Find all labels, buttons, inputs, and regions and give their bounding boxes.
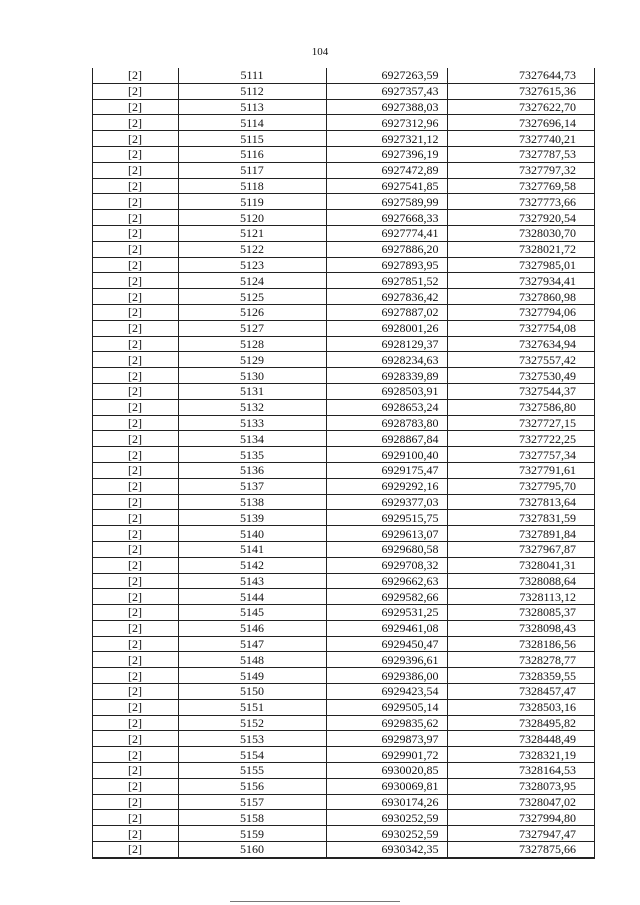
x-coordinate-cell: 6928867,84 [326,431,447,447]
x-coordinate-cell: 6927886,20 [326,241,447,257]
point-number-cell: 5133 [178,415,326,431]
y-coordinate-cell: 7328088,64 [447,573,594,589]
reference-cell: [2] [93,320,178,336]
y-coordinate-cell: 7327947,47 [447,826,594,842]
y-coordinate-cell: 7327696,14 [447,115,594,131]
table-row [93,83,594,99]
table-row [93,68,594,83]
y-coordinate-cell: 7327727,15 [447,415,594,431]
point-number-cell: 5141 [178,541,326,557]
table-row [93,447,594,463]
table-row [93,383,594,399]
x-coordinate-cell: 6927388,03 [326,99,447,115]
reference-cell: [2] [93,241,178,257]
x-coordinate-cell: 6929423,54 [326,684,447,700]
table-row [93,257,594,273]
y-coordinate-cell: 7327831,59 [447,510,594,526]
y-coordinate-cell: 7327615,36 [447,83,594,99]
coordinates-table-body [93,68,594,857]
y-coordinate-cell: 7328359,55 [447,668,594,684]
table-row [93,699,594,715]
table-row [93,842,594,858]
x-coordinate-cell: 6929175,47 [326,462,447,478]
reference-cell: [2] [93,194,178,210]
x-coordinate-cell: 6929396,61 [326,652,447,668]
y-coordinate-cell: 7327791,61 [447,462,594,478]
point-number-cell: 5112 [178,83,326,99]
table-row [93,320,594,336]
x-coordinate-cell: 6927893,95 [326,257,447,273]
y-coordinate-cell: 7328495,82 [447,715,594,731]
reference-cell: [2] [93,668,178,684]
reference-cell: [2] [93,336,178,352]
x-coordinate-cell: 6929292,16 [326,478,447,494]
reference-cell: [2] [93,794,178,810]
x-coordinate-cell: 6929708,32 [326,557,447,573]
x-coordinate-cell: 6928503,91 [326,383,447,399]
point-number-cell: 5137 [178,478,326,494]
reference-cell: [2] [93,68,178,83]
point-number-cell: 5135 [178,447,326,463]
y-coordinate-cell: 7327586,80 [447,399,594,415]
x-coordinate-cell: 6927851,52 [326,273,447,289]
coordinates-table [93,68,594,858]
point-number-cell: 5143 [178,573,326,589]
y-coordinate-cell: 7328186,56 [447,636,594,652]
y-coordinate-cell: 7327773,66 [447,194,594,210]
point-number-cell: 5138 [178,494,326,510]
y-coordinate-cell: 7327557,42 [447,352,594,368]
reference-cell: [2] [93,257,178,273]
reference-cell: [2] [93,83,178,99]
x-coordinate-cell: 6927774,41 [326,225,447,241]
point-number-cell: 5119 [178,194,326,210]
x-coordinate-cell: 6928001,26 [326,320,447,336]
y-coordinate-cell: 7327530,49 [447,368,594,384]
table-row [93,684,594,700]
reference-cell: [2] [93,146,178,162]
table-row [93,605,594,621]
point-number-cell: 5134 [178,431,326,447]
y-coordinate-cell: 7327797,32 [447,162,594,178]
x-coordinate-cell: 6927589,99 [326,194,447,210]
reference-cell: [2] [93,684,178,700]
reference-cell: [2] [93,763,178,779]
point-number-cell: 5117 [178,162,326,178]
point-number-cell: 5151 [178,699,326,715]
table-row [93,115,594,131]
reference-cell: [2] [93,810,178,826]
y-coordinate-cell: 7327794,06 [447,304,594,320]
point-number-cell: 5159 [178,826,326,842]
y-coordinate-cell: 7328113,12 [447,589,594,605]
point-number-cell: 5116 [178,146,326,162]
y-coordinate-cell: 7327634,94 [447,336,594,352]
x-coordinate-cell: 6930342,35 [326,842,447,858]
table-row [93,510,594,526]
point-number-cell: 5157 [178,794,326,810]
y-coordinate-cell: 7327795,70 [447,478,594,494]
table-row [93,636,594,652]
table-row [93,652,594,668]
point-number-cell: 5128 [178,336,326,352]
table-row [93,573,594,589]
table-row [93,99,594,115]
point-number-cell: 5153 [178,731,326,747]
table-row [93,368,594,384]
point-number-cell: 5155 [178,763,326,779]
point-number-cell: 5124 [178,273,326,289]
point-number-cell: 5154 [178,747,326,763]
reference-cell: [2] [93,826,178,842]
point-number-cell: 5156 [178,778,326,794]
point-number-cell: 5158 [178,810,326,826]
reference-cell: [2] [93,715,178,731]
x-coordinate-cell: 6929531,25 [326,605,447,621]
point-number-cell: 5111 [178,68,326,83]
y-coordinate-cell: 7328457,47 [447,684,594,700]
reference-cell: [2] [93,747,178,763]
x-coordinate-cell: 6930020,85 [326,763,447,779]
reference-cell: [2] [93,842,178,858]
x-coordinate-cell: 6928234,63 [326,352,447,368]
point-number-cell: 5147 [178,636,326,652]
x-coordinate-cell: 6927541,85 [326,178,447,194]
table-row [93,194,594,210]
point-number-cell: 5148 [178,652,326,668]
x-coordinate-cell: 6930252,59 [326,826,447,842]
point-number-cell: 5145 [178,605,326,621]
table-row [93,794,594,810]
y-coordinate-cell: 7327722,25 [447,431,594,447]
y-coordinate-cell: 7327967,87 [447,541,594,557]
reference-cell: [2] [93,699,178,715]
table-row [93,541,594,557]
reference-cell: [2] [93,573,178,589]
table-row [93,715,594,731]
y-coordinate-cell: 7328448,49 [447,731,594,747]
reference-cell: [2] [93,289,178,305]
x-coordinate-cell: 6927472,89 [326,162,447,178]
point-number-cell: 5130 [178,368,326,384]
y-coordinate-cell: 7328073,95 [447,778,594,794]
y-coordinate-cell: 7327544,37 [447,383,594,399]
y-coordinate-cell: 7328503,16 [447,699,594,715]
y-coordinate-cell: 7328047,02 [447,794,594,810]
reference-cell: [2] [93,494,178,510]
table-row [93,241,594,257]
reference-cell: [2] [93,478,178,494]
reference-cell: [2] [93,115,178,131]
x-coordinate-cell: 6928653,24 [326,399,447,415]
table-row [93,415,594,431]
table-row [93,352,594,368]
x-coordinate-cell: 6929450,47 [326,636,447,652]
table-row [93,557,594,573]
y-coordinate-cell: 7328321,19 [447,747,594,763]
point-number-cell: 5132 [178,399,326,415]
reference-cell: [2] [93,368,178,384]
table-row [93,668,594,684]
y-coordinate-cell: 7327740,21 [447,131,594,147]
table-row [93,763,594,779]
reference-cell: [2] [93,620,178,636]
reference-cell: [2] [93,225,178,241]
table-row [93,810,594,826]
point-number-cell: 5122 [178,241,326,257]
table-row [93,431,594,447]
table-row [93,731,594,747]
reference-cell: [2] [93,731,178,747]
x-coordinate-cell: 6929680,58 [326,541,447,557]
y-coordinate-cell: 7328278,77 [447,652,594,668]
point-number-cell: 5136 [178,462,326,478]
x-coordinate-cell: 6929377,03 [326,494,447,510]
reference-cell: [2] [93,636,178,652]
point-number-cell: 5150 [178,684,326,700]
y-coordinate-cell: 7327769,58 [447,178,594,194]
y-coordinate-cell: 7328164,53 [447,763,594,779]
page-number: 104 [311,46,329,58]
point-number-cell: 5125 [178,289,326,305]
x-coordinate-cell: 6930069,81 [326,778,447,794]
x-coordinate-cell: 6927836,42 [326,289,447,305]
table-row [93,462,594,478]
table-row [93,747,594,763]
table-row [93,399,594,415]
table-row [93,620,594,636]
x-coordinate-cell: 6930252,59 [326,810,447,826]
x-coordinate-cell: 6927668,33 [326,210,447,226]
y-coordinate-cell: 7327934,41 [447,273,594,289]
x-coordinate-cell: 6927357,43 [326,83,447,99]
x-coordinate-cell: 6929386,00 [326,668,447,684]
table-row [93,225,594,241]
x-coordinate-cell: 6929505,14 [326,699,447,715]
y-coordinate-cell: 7327622,70 [447,99,594,115]
reference-cell: [2] [93,605,178,621]
point-number-cell: 5126 [178,304,326,320]
reference-cell: [2] [93,210,178,226]
coordinates-table-container [92,68,595,859]
reference-cell: [2] [93,415,178,431]
y-coordinate-cell: 7327757,34 [447,447,594,463]
x-coordinate-cell: 6927321,12 [326,131,447,147]
y-coordinate-cell: 7328041,31 [447,557,594,573]
point-number-cell: 5131 [178,383,326,399]
x-coordinate-cell: 6928129,37 [326,336,447,352]
x-coordinate-cell: 6929873,97 [326,731,447,747]
x-coordinate-cell: 6929613,07 [326,526,447,542]
y-coordinate-cell: 7328021,72 [447,241,594,257]
reference-cell: [2] [93,541,178,557]
point-number-cell: 5113 [178,99,326,115]
x-coordinate-cell: 6930174,26 [326,794,447,810]
reference-cell: [2] [93,652,178,668]
table-row [93,826,594,842]
point-number-cell: 5146 [178,620,326,636]
x-coordinate-cell: 6927396,19 [326,146,447,162]
y-coordinate-cell: 7327985,01 [447,257,594,273]
y-coordinate-cell: 7328098,43 [447,620,594,636]
y-coordinate-cell: 7327994,80 [447,810,594,826]
point-number-cell: 5139 [178,510,326,526]
y-coordinate-cell: 7327891,84 [447,526,594,542]
x-coordinate-cell: 6929582,66 [326,589,447,605]
point-number-cell: 5121 [178,225,326,241]
point-number-cell: 5120 [178,210,326,226]
reference-cell: [2] [93,589,178,605]
x-coordinate-cell: 6927312,96 [326,115,447,131]
point-number-cell: 5127 [178,320,326,336]
point-number-cell: 5144 [178,589,326,605]
y-coordinate-cell: 7327787,53 [447,146,594,162]
reference-cell: [2] [93,131,178,147]
reference-cell: [2] [93,178,178,194]
reference-cell: [2] [93,778,178,794]
table-row [93,162,594,178]
x-coordinate-cell: 6929461,08 [326,620,447,636]
reference-cell: [2] [93,447,178,463]
x-coordinate-cell: 6928339,89 [326,368,447,384]
table-row [93,304,594,320]
reference-cell: [2] [93,462,178,478]
table-row [93,178,594,194]
table-row [93,526,594,542]
x-coordinate-cell: 6929515,75 [326,510,447,526]
table-row [93,778,594,794]
reference-cell: [2] [93,352,178,368]
point-number-cell: 5140 [178,526,326,542]
x-coordinate-cell: 6929662,63 [326,573,447,589]
reference-cell: [2] [93,99,178,115]
table-row [93,146,594,162]
reference-cell: [2] [93,273,178,289]
point-number-cell: 5152 [178,715,326,731]
table-row [93,210,594,226]
point-number-cell: 5129 [178,352,326,368]
reference-cell: [2] [93,162,178,178]
x-coordinate-cell: 6927263,59 [326,68,447,83]
reference-cell: [2] [93,431,178,447]
reference-cell: [2] [93,526,178,542]
point-number-cell: 5149 [178,668,326,684]
x-coordinate-cell: 6929835,62 [326,715,447,731]
y-coordinate-cell: 7327813,64 [447,494,594,510]
y-coordinate-cell: 7327644,73 [447,68,594,83]
table-row [93,478,594,494]
x-coordinate-cell: 6929100,40 [326,447,447,463]
table-row [93,589,594,605]
point-number-cell: 5115 [178,131,326,147]
point-number-cell: 5160 [178,842,326,858]
table-row [93,289,594,305]
y-coordinate-cell: 7327860,98 [447,289,594,305]
table-row [93,494,594,510]
y-coordinate-cell: 7328030,70 [447,225,594,241]
x-coordinate-cell: 6928783,80 [326,415,447,431]
point-number-cell: 5114 [178,115,326,131]
reference-cell: [2] [93,510,178,526]
reference-cell: [2] [93,399,178,415]
point-number-cell: 5118 [178,178,326,194]
x-coordinate-cell: 6927887,02 [326,304,447,320]
point-number-cell: 5123 [178,257,326,273]
table-row [93,336,594,352]
table-row [93,131,594,147]
reference-cell: [2] [93,557,178,573]
table-row [93,273,594,289]
y-coordinate-cell: 7328085,37 [447,605,594,621]
point-number-cell: 5142 [178,557,326,573]
footer-rule [230,901,400,902]
reference-cell: [2] [93,383,178,399]
reference-cell: [2] [93,304,178,320]
y-coordinate-cell: 7327875,66 [447,842,594,858]
x-coordinate-cell: 6929901,72 [326,747,447,763]
y-coordinate-cell: 7327920,54 [447,210,594,226]
y-coordinate-cell: 7327754,08 [447,320,594,336]
